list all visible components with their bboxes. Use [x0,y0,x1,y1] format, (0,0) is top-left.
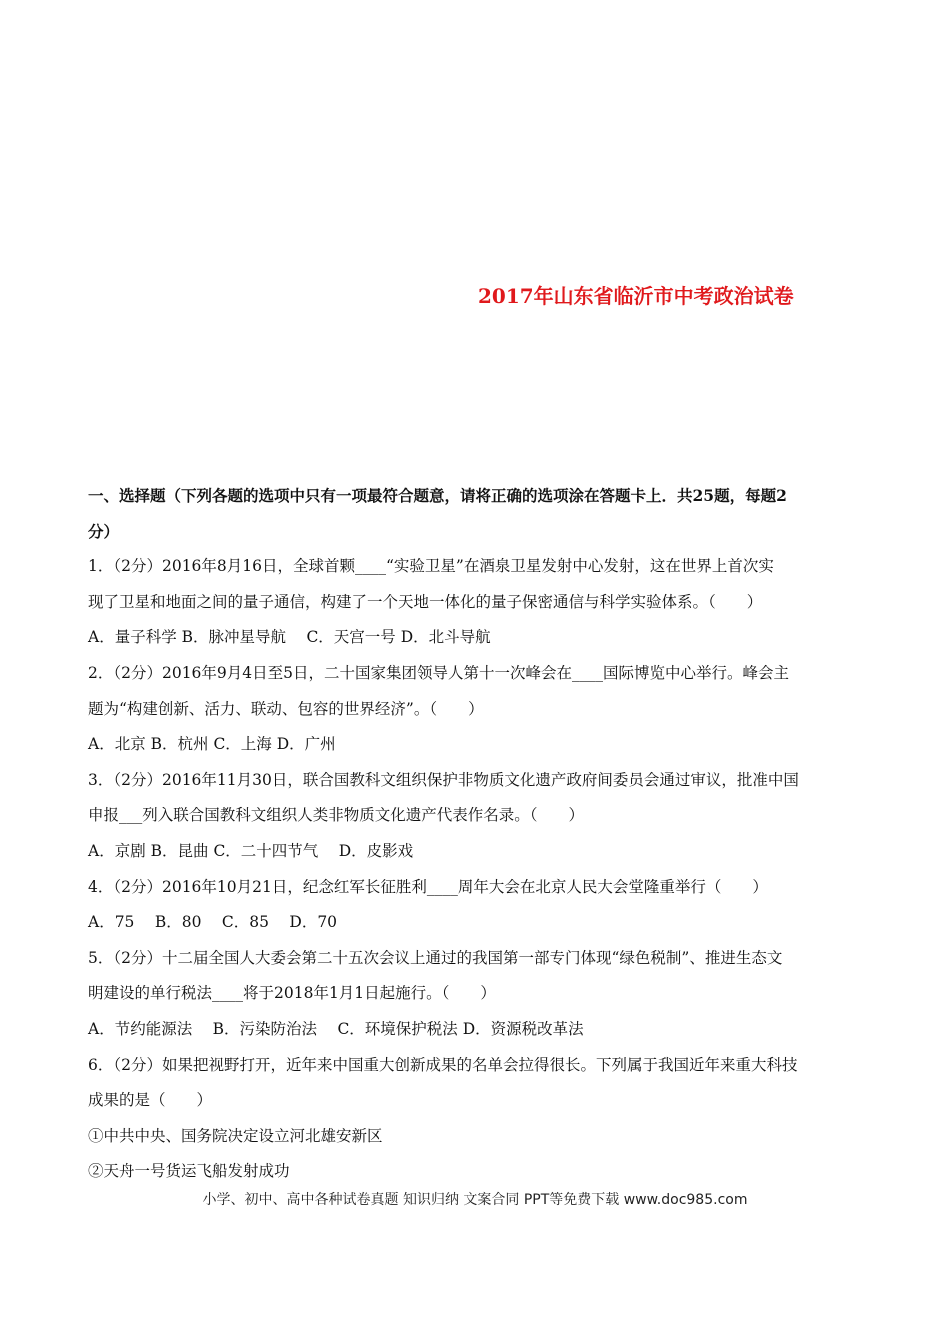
question-6-stem-cont: 成果的是（ ） [88,1091,213,1110]
question-6-item-1: ①中共中央、国务院决定设立河北雄安新区 [88,1126,383,1145]
page-footer: 小学、初中、高中各种试卷真题 知识归纳 文案合同 PPT等免费下载 www.doc985.com [202,1192,748,1208]
question-4-stem: 4．（2分）2016年10月21日，纪念红军长征胜利____周年大会在北京人民大会堂隆重举行（ ） [88,877,768,896]
question-5-options: A．节约能源法 B．污染防治法 C．环境保护税法 D．资源税改革法 [88,1019,584,1038]
document-title: 2017年山东省临沂市中考政治试卷 [478,284,794,308]
question-6-item-2: ②天舟一号货运飞船发射成功 [88,1162,290,1181]
question-2-options: A．北京 B．杭州 C．上海 D．广州 [88,735,336,754]
question-3-stem-cont: 申报___列入联合国教科文组织人类非物质文化遗产代表作名录。（ ） [88,806,585,825]
question-3-options: A．京剧 B．昆曲 C．二十四节气 D．皮影戏 [88,841,414,860]
section-heading: 一、选择题（下列各题的选项中只有一项最符合题意，请将正确的选项涂在答题卡上．共25题，每题2 [88,486,787,505]
question-3-stem: 3．（2分）2016年11月30日，联合国教科文组织保护非物质文化遗产政府间委员会通过审议，批准中国 [88,770,799,789]
exam-content [88,478,868,1190]
question-4-options: A．75 B．80 C．85 D．70 [88,913,338,932]
question-1-stem-cont: 现了卫星和地面之间的量子通信，构建了一个天地一体化的量子保密通信与科学实验体系。（ ） [88,592,763,611]
question-5-stem: 5．（2分）十二届全国人大委会第二十五次会议上通过的我国第一部专门体现“绿色税制”、推进生态文 [88,948,783,967]
section-heading-cont: 分） [88,521,120,541]
question-2-stem: 2．（2分）2016年9月4日至5日，二十国家集团领导人第十一次峰会在____国际博览中心举行。峰会主 [88,663,790,682]
question-2-stem-cont: 题为“构建创新、活力、联动、包容的世界经济”。（ ） [88,699,484,718]
question-1-options: A．量子科学 B．脉冲星导航 C．天宫一号 D．北斗导航 [88,628,491,647]
question-5-stem-cont: 明建设的单行税法____将于2018年1月1日起施行。（ ） [88,984,496,1003]
question-1-stem: 1．（2分）2016年8月16日，全球首颗____“实验卫星”在酒泉卫星发射中心发射，这在世界上首次实 [88,557,774,576]
question-6-stem: 6．（2分）如果把视野打开，近年来中国重大创新成果的名单会拉得很长。下列属于我国近年来重大科技 [88,1055,798,1074]
